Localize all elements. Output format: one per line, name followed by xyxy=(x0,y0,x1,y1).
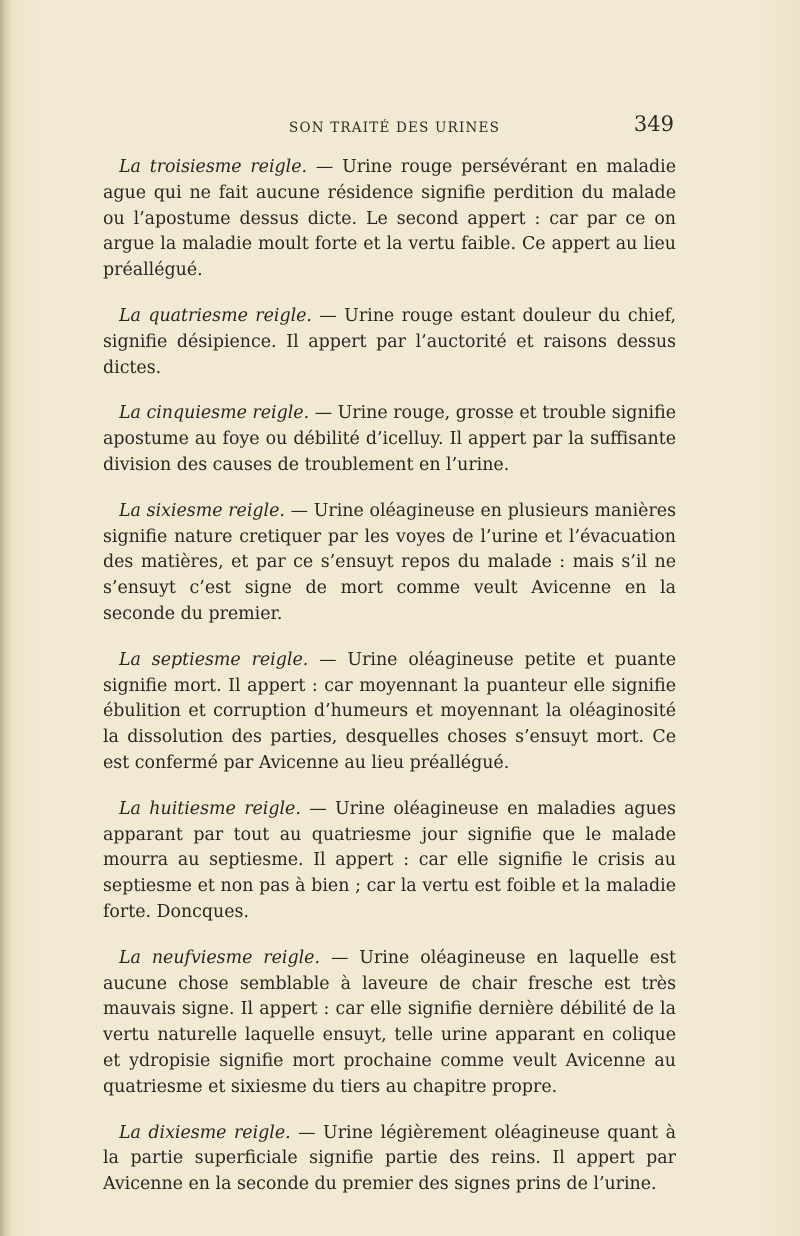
rule-text: — Urine oléagineuse petite et puante signifie mort. Il appert : car moyennant la puanteur elle signifie ébulition et corruption d’humeurs et moyennant la oléaginosité la dissolution des parties, desquelles choses s’ensuyt mort. Ce est confermé par Avicenne au lieu préallégué. xyxy=(103,649,676,773)
rule-title: La neufviesme reigle. xyxy=(119,947,320,968)
paragraph-rule-10 xyxy=(103,1121,676,1198)
rule-title: La septiesme reigle. xyxy=(119,649,309,670)
rule-text: — Urine rouge persévérant en maladie ague qui ne fait aucune résidence signifie perdition du malade ou l’apostume dessus dicte. Le second appert : car par ce on argue la maladie moult forte et la vertu faible. Ce appert au lieu préallégué. xyxy=(103,157,676,281)
rule-text: — Urine oléagineuse en laquelle est aucune chose semblable à laveure de chair fresche est très mauvais signe. Il appert : car elle signifie dernière débilité de la vertu naturelle laquelle ensuyt, telle urine apparant en colique et ydropisie signifie mort prochaine comme veult Avicenne au quatriesme et sixiesme du tiers au chapitre propre. xyxy=(103,947,677,1097)
paragraph-rule-4 xyxy=(103,304,676,381)
rule-title: La quatriesme reigle. xyxy=(119,305,312,326)
rule-title: La cinquiesme reigle. xyxy=(119,403,310,424)
rule-title: La troisiesme reigle. xyxy=(119,157,308,177)
rule-text: — Urine rouge, grosse et trouble signifie apostume au foye ou débilité d’icelluy. Il appert par la suffisante division des causes de troublement en l’urine. xyxy=(103,403,676,475)
paragraph-rule-3 xyxy=(103,155,676,284)
paragraph-rule-5 xyxy=(103,401,676,478)
paragraph-rule-8 xyxy=(103,797,676,926)
paragraph-rule-7 xyxy=(103,648,676,777)
rule-title: La dixiesme reigle. xyxy=(119,1122,291,1143)
rule-text: — Urine rouge estant douleur du chief, signifie désipience. Il appert par l’auctorité et raisons dessus dictes. xyxy=(103,305,677,378)
rule-text: — Urine oléagineuse en plusieurs manières signifie nature cretiquer par les voyes de l’urine et l’évacuation des matières, et par ce s’ensuyt repos du malade : mais s’il ne s’ensuyt c’est signe de mort comme veult Avicenne en la seconde du premier. xyxy=(103,500,676,624)
rule-title: La sixiesme reigle. xyxy=(119,500,285,521)
rule-text: — Urine oléagineuse en maladies agues apparant par tout au quatriesme jour signifie que le malade mourra au septiesme. Il appert : car elle signifie le crisis au septiesme et non pas à bien ; car la vertu est foible et la maladie forte. Doncques. xyxy=(103,798,676,922)
paragraph-rule-6 xyxy=(103,499,676,628)
paragraph-rule-9 xyxy=(103,946,676,1101)
page-binding-edge xyxy=(0,0,12,1236)
body-text xyxy=(103,155,676,1218)
page-header xyxy=(103,112,676,146)
rule-title: La huitiesme reigle. xyxy=(119,798,301,819)
running-head: SON TRAITÉ DES URINES xyxy=(289,120,501,136)
rule-text: — Urine légièrement oléagineuse quant à la partie superficiale signifie partie des reins. Il appert par Avicenne en la seconde du premier des signes prins de l’urine. xyxy=(103,1122,676,1195)
page-number: 349 xyxy=(633,112,674,136)
